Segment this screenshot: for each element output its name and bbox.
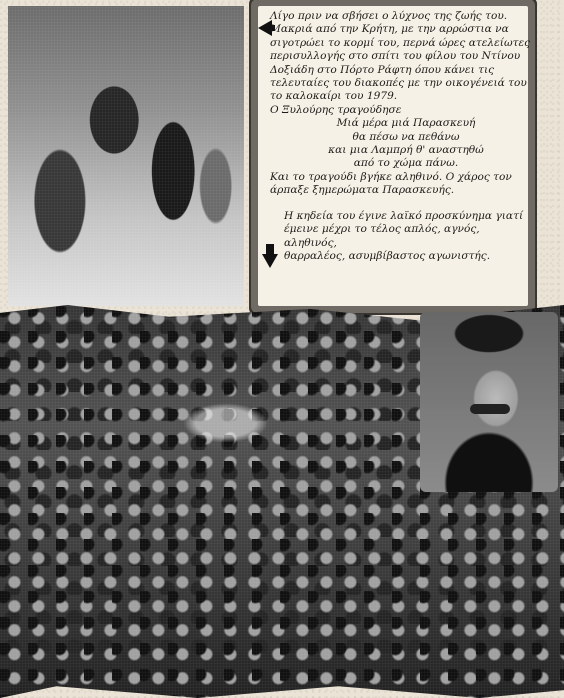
caption-paragraph-2 bbox=[270, 210, 532, 264]
caption-line: Λίγο πριν να σβήσει ο λύχνος της ζωής του. bbox=[270, 10, 508, 22]
caption-line: Μακριά από την Κρήτη, με την αρρώστια να bbox=[270, 23, 509, 36]
caption-line: έμεινε μέχρι το τέλος απλός, αγνός, αληθινός, bbox=[284, 223, 480, 249]
portrait-photo bbox=[420, 312, 558, 492]
verse-line: από το χώμα πάνω. bbox=[353, 157, 459, 170]
verse-line: Μιά μέρα μιά Παρασκευή bbox=[336, 117, 476, 130]
caption-paragraph-1 bbox=[270, 10, 532, 117]
verse-line: θα πέσω να πεθάνω bbox=[352, 130, 460, 143]
family-walking-photo bbox=[8, 6, 244, 306]
caption-line: Και το τραγούδι βγήκε αληθινό. Ο χάρος τον bbox=[270, 170, 512, 183]
song-verse bbox=[270, 117, 532, 171]
caption-line: άρπαξε ξημερώματα Παρασκευής. bbox=[270, 184, 455, 197]
caption-line: τελευταίες του διακοπές με την οικογένειά του bbox=[270, 77, 527, 90]
caption-line: περισυλλογής στο σπίτι του φίλου του Ντίνου bbox=[270, 50, 521, 63]
spacer bbox=[270, 198, 532, 210]
caption-text bbox=[270, 10, 532, 263]
verse-line: και μια Λαμπρή θ' αναστηθώ bbox=[328, 144, 484, 157]
caption-intro-line: Ο Ξυλούρης τραγούδησε bbox=[270, 103, 402, 116]
caption-line: Δοξιάδη στο Πόρτο Ράφτη όπου κάνει τις bbox=[270, 63, 495, 76]
caption-line: θαρραλέος, ασυμβίβαστος αγωνιστής. bbox=[284, 249, 491, 262]
caption-line: το καλοκαίρι του 1979. bbox=[270, 90, 398, 103]
caption-line: Η κηδεία του έγινε λαϊκό προσκύνημα γιατί bbox=[284, 209, 524, 222]
caption-line: σιγοτρώει το κορμί του, περνά ώρες ατελείωτες bbox=[270, 36, 531, 49]
caption-closing bbox=[270, 171, 532, 198]
